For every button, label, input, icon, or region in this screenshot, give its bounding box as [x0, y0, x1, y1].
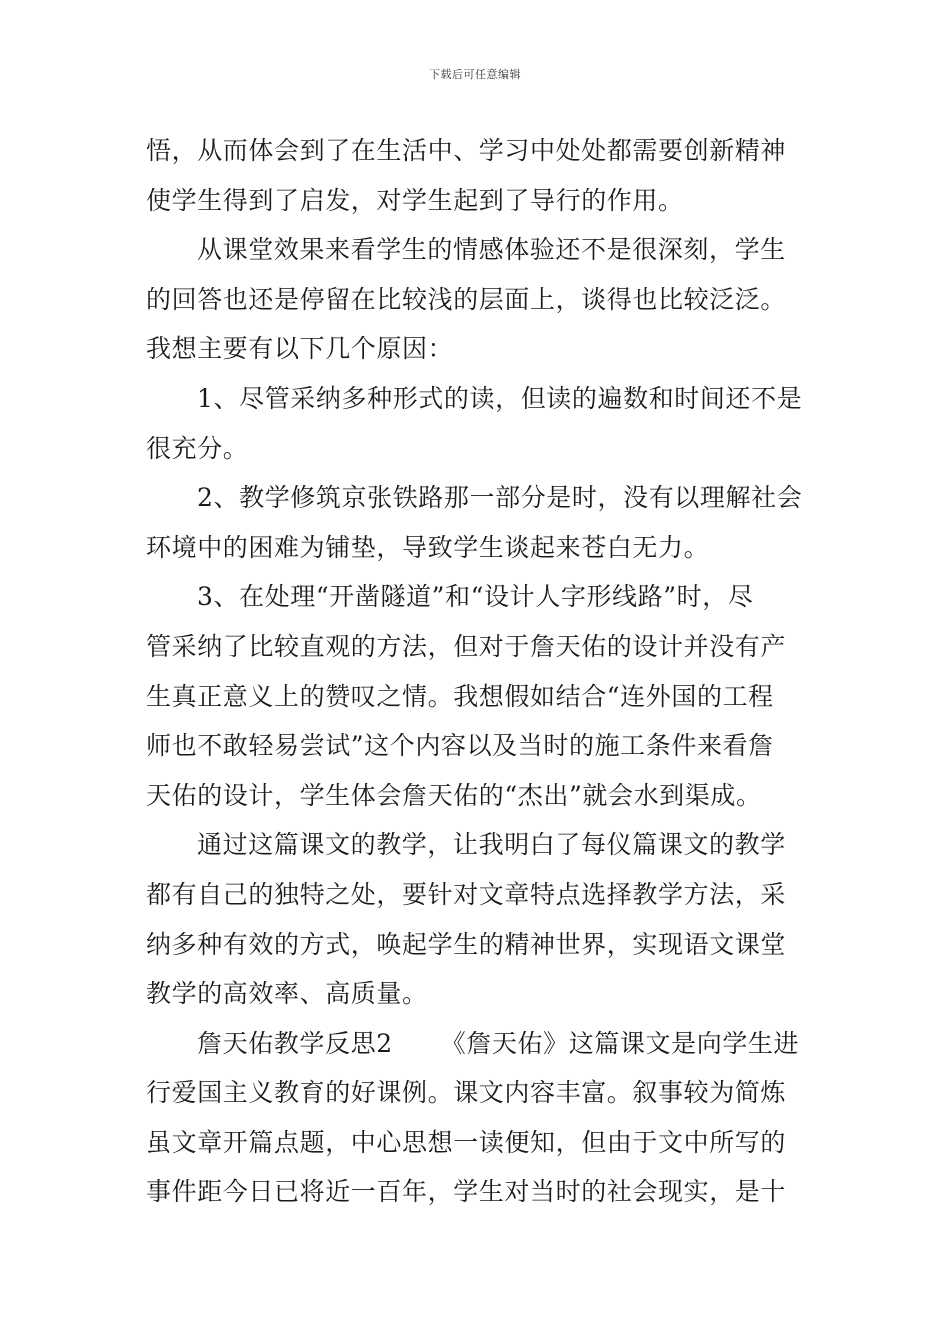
text-line: 纳多种有效的方式，唤起学生的精神世界，实现语文课堂: [146, 929, 787, 959]
text-line: 从课堂效果来看学生的情感体验还不是很深刻，学生: [197, 235, 786, 265]
text-line: 事件距今日已将近一百年，学生对当时的社会现实，是十: [146, 1177, 787, 1207]
text-line: 师也不敢轻易尝试”这个内容以及当时的施工条件来看詹: [146, 731, 774, 761]
text-line: 悟，从而体会到了在生活中、学习中处处都需要创新精神: [146, 136, 787, 165]
text-line: 都有自己的独特之处，要针对文章特点选择教学方法，采: [146, 879, 787, 909]
text-line: 行爱国主义教育的好课例。课文内容丰富。叙事较为简炼: [146, 1078, 787, 1108]
text-line: 天佑的设计，学生体会詹天佑的“杰出”就会水到渠成。: [146, 780, 762, 810]
text-line: 2、教学修筑京张铁路那一部分是时，没有以理解社会: [197, 483, 803, 513]
text-line: 环境中的困难为铺垫，导致学生谈起来苍白无力。: [146, 532, 710, 562]
text-line: 管采纳了比较直观的方法，但对于詹天佑的设计并没有产: [146, 631, 787, 661]
document-body: [146, 126, 808, 1217]
text-line: 通过这篇课文的教学，让我明白了每仪篇课文的教学: [197, 830, 786, 860]
text-line: 我想主要有以下几个原因：: [146, 334, 454, 364]
text-line: 3、在处理“开凿隧道”和“设计人字形线路”时，尽: [197, 582, 754, 612]
text-line: 虽文章开篇点题，中心思想一读便知，但由于文中所写的: [146, 1127, 787, 1157]
text-line: 教学的高效率、高质量。: [146, 979, 428, 1009]
text-line: 使学生得到了启发，对学生起到了导行的作用。: [146, 185, 684, 215]
text-line: 生真正意义上的赞叹之情。我想假如结合“连外国的工程: [146, 681, 774, 711]
text-line: 1、尽管采纳多种形式的读，但读的遍数和时间还不是: [197, 383, 803, 413]
text-line: 很充分。: [146, 433, 249, 463]
page-header: 下载后可任意编辑: [429, 68, 521, 81]
section-lead-text: 《詹天佑》这篇课文是向学生进: [440, 1028, 800, 1058]
section-title: 詹天佑教学反思2: [197, 1028, 393, 1058]
text-line: [146, 1019, 808, 1069]
text-line: 的回答也还是停留在比较浅的层面上，谈得也比较泛泛。: [146, 284, 787, 314]
